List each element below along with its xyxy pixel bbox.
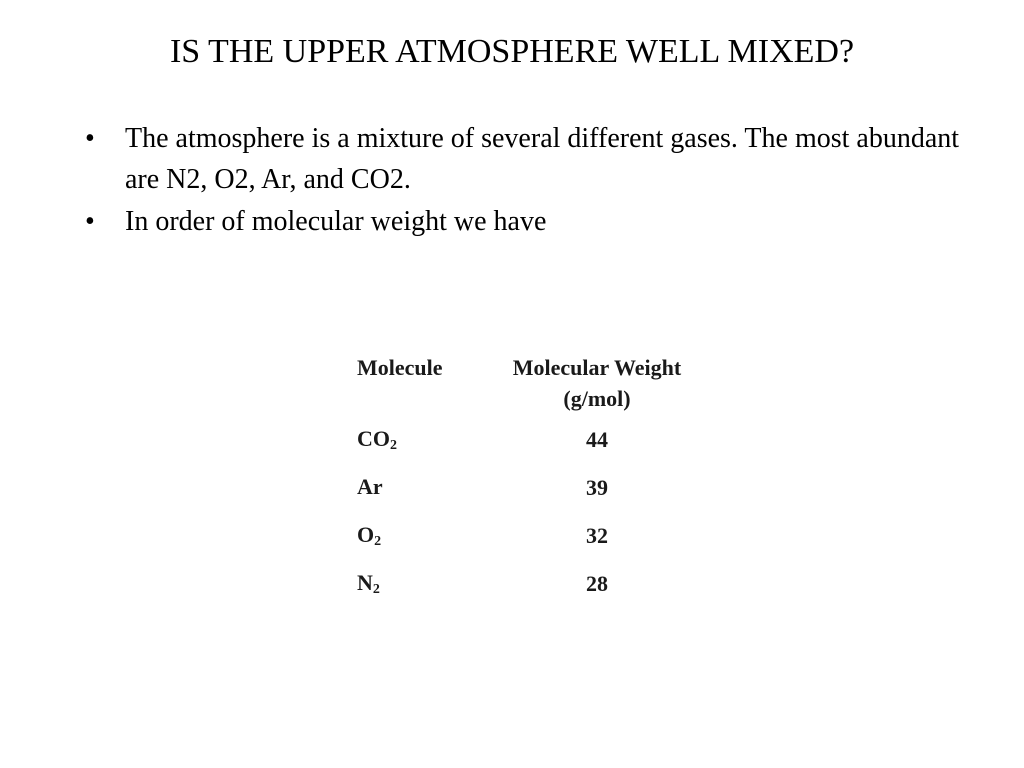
molecule-subscript: 2 [372,582,380,597]
weight-cell: 39 [586,475,608,500]
molecule-cell [346,416,487,464]
bullet-text: In order of molecular weight we have [125,206,547,237]
weight-cell: 44 [586,427,608,452]
bullet-icon: • [85,123,95,154]
molecule-symbol: CO [357,426,390,451]
weight-cell: 28 [586,571,608,596]
bullet-item [82,118,962,200]
table-row [346,416,707,464]
bullet-text: The atmosphere is a mixture of several different gases. The most abundant are N2, O2, Ar, and CO2. [125,123,960,195]
header-molecule: Molecule [357,355,443,380]
molecule-symbol: O [357,522,375,547]
header-weight-unit: (g/mol) [563,386,631,411]
weight-cell: 32 [586,523,608,548]
molecule-symbol: Ar [357,474,383,499]
header-weight-label: Molecular Weight [512,355,682,380]
bullet-icon: • [85,206,95,237]
molecule-symbol: N [357,570,373,595]
bullet-item [82,201,962,242]
table-row [346,512,707,560]
table-row [346,464,707,512]
molecule-cell [346,512,487,560]
molecule-subscript: 2 [390,438,397,453]
molecule-subscript: 2 [374,534,382,549]
molecule-cell [346,560,487,608]
molecule-cell [346,464,487,512]
slide-title: IS THE UPPER ATMOSPHERE WELL MIXED? [169,33,855,70]
table-row [346,560,707,608]
molecular-weight-table [346,352,707,608]
header-molecular-weight [487,352,707,416]
bullet-list [82,118,962,243]
table-header-row [346,352,707,416]
